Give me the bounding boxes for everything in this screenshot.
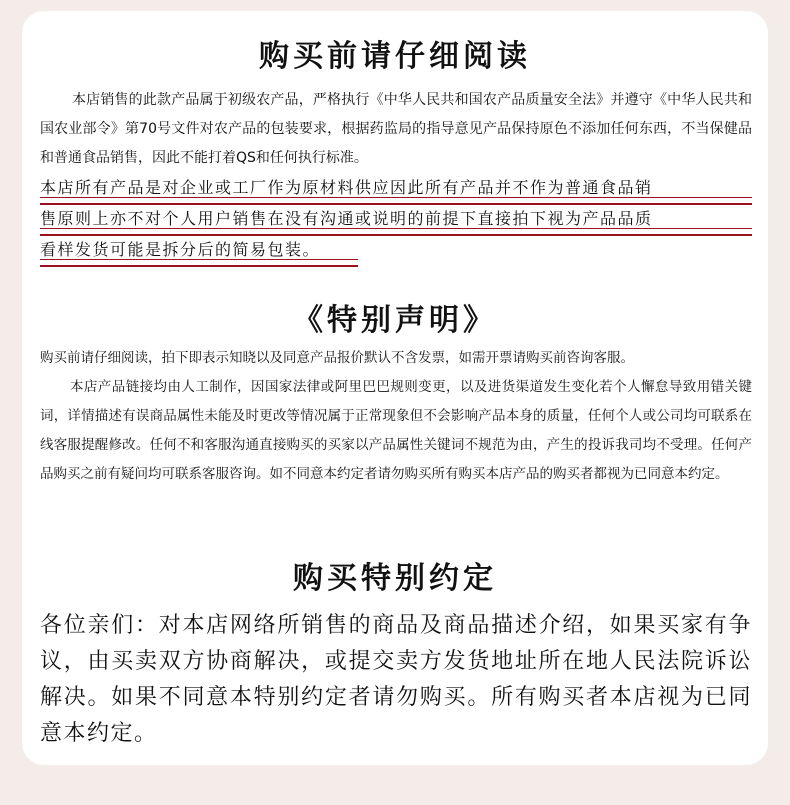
invoice-notice: 购买前请仔细阅读，拍下即表示知晓以及同意产品报价默认不含发票，如需开票请购买前咨询客服。: [40, 350, 634, 366]
section-title-read-before-buying: 购买前请仔细阅读: [259, 39, 531, 74]
listing-disclaimer: 本店产品链接均由人工制作，因国家法律或阿里巴巴规则变更，以及进货渠道发生变化若个人懈怠导致用错关键词，详情描述有误商品属性未能及时更改等情况属于正常现象但不会影响产品本身的质量，任何个人或公司均可联系在线客服提醒修改。任何不和客服沟通直接购买的买家以产品属性关键词不规范为由，产生的投诉我司均不受理。任何产品购买之前有疑问均可联系客服咨询。如不同意本约定者请勿购买所有购买本店产品的购买者都视为已同意本约定。: [40, 379, 752, 482]
underlined-line: 售原则上亦不对个人用户销售在没有沟通或说明的前提下直接拍下视为产品品质: [40, 205, 752, 236]
underlined-line: 看样发货可能是拆分后的简易包装。: [40, 236, 752, 267]
notice-card: [22, 11, 768, 765]
regulation-paragraph: 本店销售的此款产品属于初级农产品，严格执行《中华人民共和国农产品质量安全法》并遵守《中华人民共和国农业部令》第70号文件对农产品的包装要求，根据药监局的指导意见产品保持原色不添加任何东西，不当保健品和普通食品销售，因此不能打着QS和任何执行标准。: [40, 92, 752, 166]
section-title-special-statement: 《特别声明》: [293, 303, 497, 338]
underlined-line: 本店所有产品是对企业或工厂作为原材料供应因此所有产品并不作为普通食品销: [40, 174, 752, 205]
agreement-paragraph: 各位亲们：对本店网络所销售的商品及商品描述介绍，如果买家有争议，由买卖双方协商解决，或提交卖方发货地址所在地人民法院诉讼解决。如果不同意本特别约定者请勿购买。所有购买者本店视为已同意本约定。: [40, 613, 752, 746]
section-title-special-agreement: 购买特别约定: [293, 561, 497, 596]
underlined-notice: [40, 174, 752, 267]
